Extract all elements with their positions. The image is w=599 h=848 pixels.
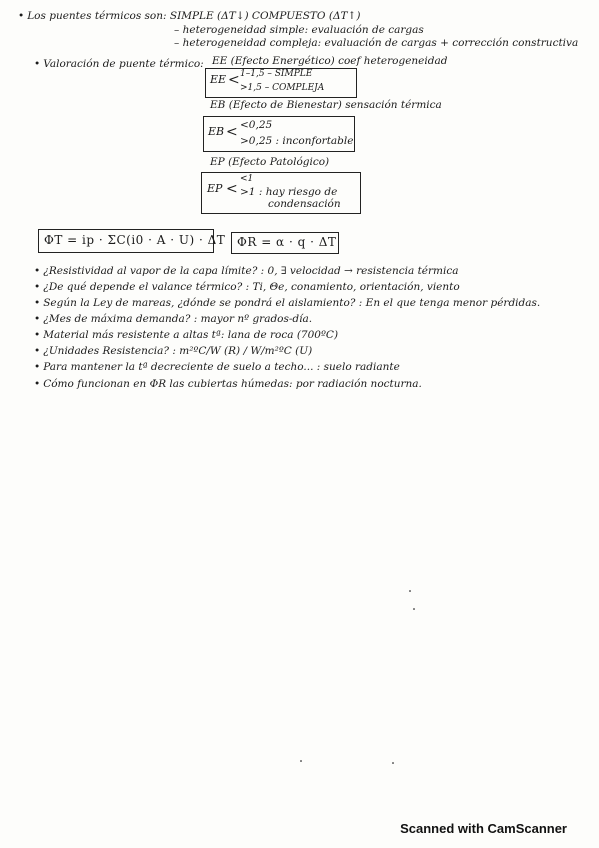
question-cubiertas: • Cómo funcionan en ΦR las cubiertas húmedas: por radiación nocturna. <box>34 378 422 390</box>
ep-option-high-cont: condensación <box>268 198 341 210</box>
ep-box-label: EP <box>207 182 223 195</box>
ep-brace: < <box>226 181 238 197</box>
camscanner-footer: Scanned with CamScanner <box>400 821 567 836</box>
formula-phi-t: ΦT = ip · ΣC(i0 · A · U) · ΔT <box>44 233 226 247</box>
ee-option-compleja: >1,5 – COMPLEJA <box>240 83 325 93</box>
note-line-heterogeneidad-simple: – heterogeneidad simple: evaluación de cargas <box>174 24 424 36</box>
ee-option-simple: 1–1,5 – SIMPLE <box>240 69 313 79</box>
question-unidades: • ¿Unidades Resistencia? : m²ºC/W (R) / W/m²ºC (U) <box>34 345 312 357</box>
note-line-ee-heading: EE (Efecto Energético) coef heterogeneidad <box>212 55 448 67</box>
scan-speck <box>392 762 394 764</box>
scan-speck <box>413 608 415 610</box>
question-material: • Material más resistente a altas tª: lana de roca (700ºC) <box>34 329 338 341</box>
ee-box-label: EE <box>210 73 227 86</box>
ep-option-low: <1 <box>240 174 254 184</box>
scan-speck <box>300 760 302 762</box>
eb-option-low: <0,25 <box>240 119 273 131</box>
question-resistividad: • ¿Resistividad al vapor de la capa límite? : 0, ∃ velocidad → resistencia térmica <box>34 265 458 277</box>
question-aislamiento: • Según la Ley de mareas, ¿dónde se pondrá el aislamiento? : En el que tenga menor pérdidas. <box>34 297 540 309</box>
eb-box-label: EB <box>208 125 225 138</box>
note-line-heterogeneidad-compleja: – heterogeneidad compleja: evaluación de cargas + corrección constructiva <box>174 37 579 49</box>
note-line-valoracion: • Valoración de puente térmico: <box>34 58 204 70</box>
note-line-puentes: • Los puentes térmicos son: SIMPLE (ΔT↓) COMPUESTO (ΔT↑) <box>18 10 360 22</box>
ee-brace: < <box>228 72 240 88</box>
ep-heading: EP (Efecto Patológico) <box>210 156 330 168</box>
question-mes-demanda: • ¿Mes de máxima demanda? : mayor nº grados-día. <box>34 313 312 325</box>
question-valance: • ¿De qué depende el valance térmico? : Ti, Θe, conamiento, orientación, viento <box>34 281 460 293</box>
ep-option-high: >1 : hay riesgo de <box>240 186 338 198</box>
scan-speck <box>409 590 411 592</box>
eb-brace: < <box>226 124 238 140</box>
eb-heading: EB (Efecto de Bienestar) sensación térmica <box>210 99 442 111</box>
question-suelo-radiante: • Para mantener la tª decreciente de suelo a techo... : suelo radiante <box>34 361 400 373</box>
formula-phi-r: ΦR = α · q · ΔT <box>237 235 337 249</box>
eb-option-high: >0,25 : inconfortable <box>240 135 354 147</box>
